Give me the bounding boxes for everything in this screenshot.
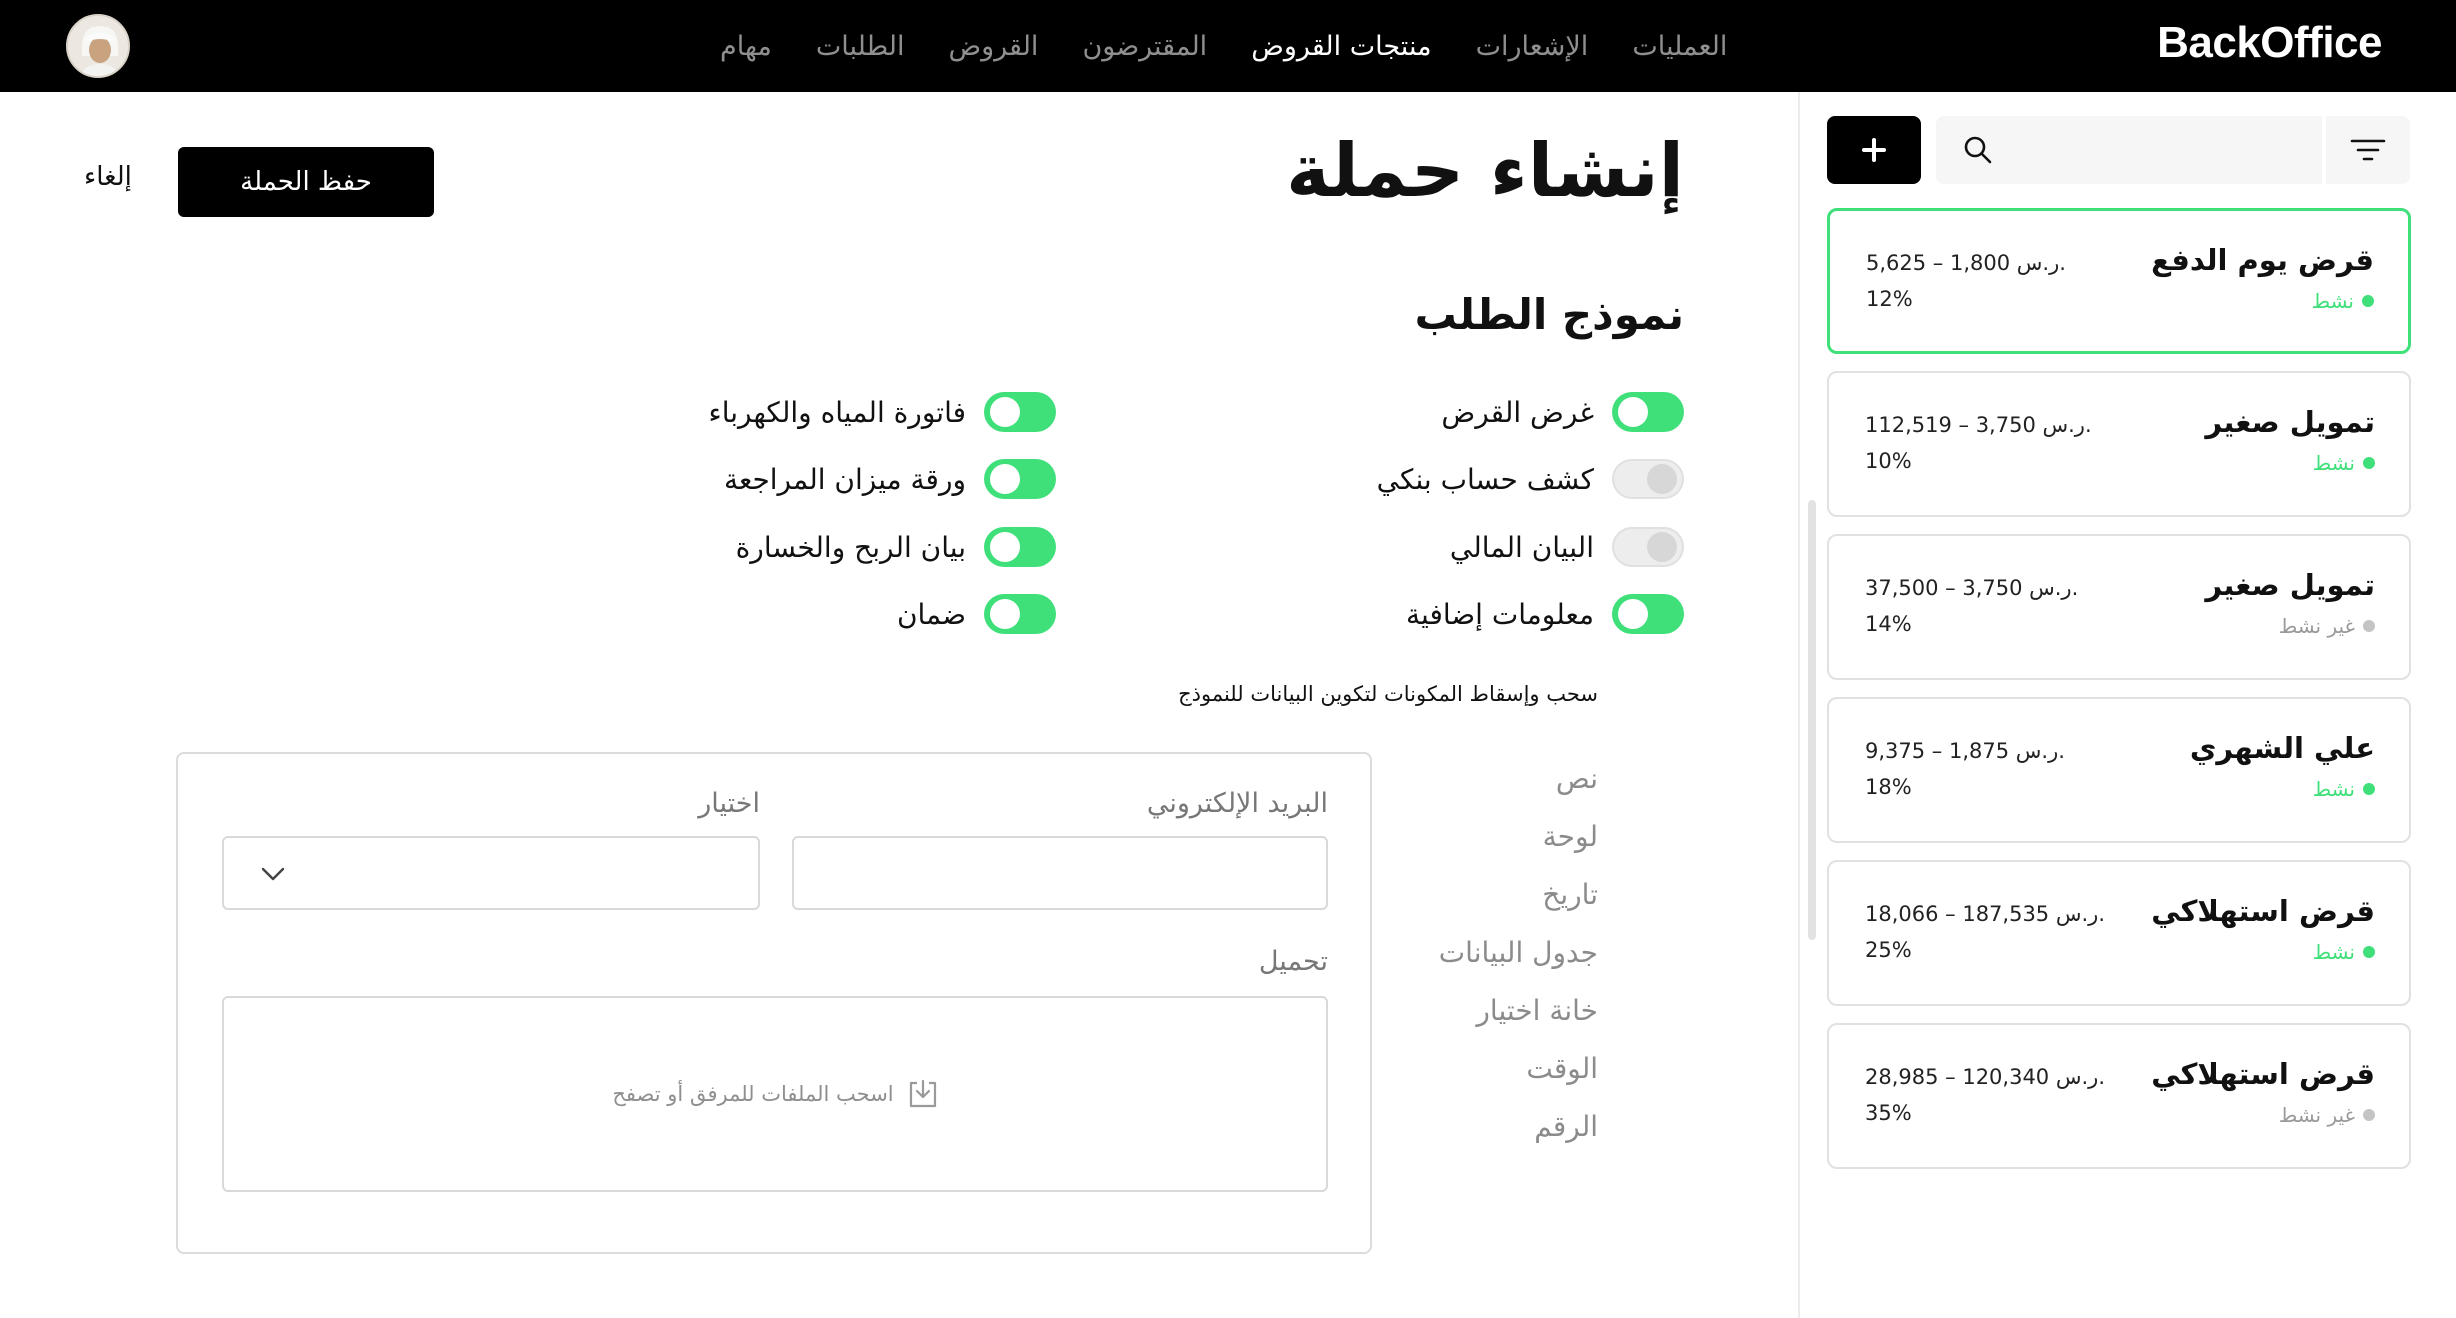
nav-item-loans[interactable]: القروض	[948, 30, 1039, 62]
card-amount-range: 112,519 – 3,750 ر.س.	[1865, 413, 2092, 437]
card-title: قرض استهلاكي	[2151, 1057, 2375, 1091]
status-dot	[2363, 457, 2375, 469]
card-status	[2279, 1103, 2375, 1127]
status-label: غير نشط	[2278, 1103, 2355, 1127]
toggle-row	[709, 392, 1056, 432]
main-nav	[720, 0, 1727, 92]
toggle-knob	[990, 397, 1020, 427]
top-bar	[0, 0, 2456, 92]
search-icon[interactable]	[1962, 134, 1994, 166]
product-card[interactable]	[1827, 208, 2411, 354]
toggle-row	[1441, 392, 1684, 432]
palette-item-data-table[interactable]: جدول البيانات	[1438, 936, 1598, 969]
status-label: نشط	[2312, 777, 2355, 801]
palette-item-date[interactable]: تاريخ	[1542, 878, 1598, 911]
select-field[interactable]	[222, 836, 760, 910]
toggle-label: ضمان	[896, 597, 966, 631]
search-box	[1936, 116, 2322, 184]
chevron-down-icon	[260, 864, 286, 884]
toggle-loan-purpose[interactable]	[1612, 392, 1684, 432]
toggle-label: غرض القرض	[1441, 395, 1594, 429]
form-builder-canvas[interactable]	[176, 752, 1372, 1254]
card-rate: 18%	[1865, 775, 1912, 799]
toggle-row	[1377, 459, 1684, 499]
product-card[interactable]	[1827, 1023, 2411, 1169]
save-campaign-button[interactable]: حفظ الحملة	[178, 147, 434, 217]
nav-item-operations[interactable]: العمليات	[1632, 30, 1728, 62]
upload-icon	[908, 1079, 938, 1109]
card-amount-range: 9,375 – 1,875 ر.س.	[1865, 739, 2065, 763]
toggle-guarantee[interactable]	[984, 594, 1056, 634]
status-dot	[2362, 295, 2374, 307]
page-title: إنشاء حملة	[1286, 128, 1684, 214]
card-amount-range: 18,066 – 187,535 ر.س.	[1865, 902, 2105, 926]
palette-item-text[interactable]: نص	[1555, 762, 1598, 795]
product-card[interactable]	[1827, 697, 2411, 843]
card-title: قرض استهلاكي	[2151, 894, 2375, 928]
card-amount-range: 5,625 – 1,800 ر.س.	[1866, 251, 2066, 275]
toggle-bank-statement[interactable]	[1612, 459, 1684, 499]
palette-item-checkbox[interactable]: خانة اختيار	[1476, 994, 1598, 1027]
toggle-row	[1450, 527, 1684, 567]
filter-icon	[2350, 137, 2386, 163]
card-status	[2279, 614, 2375, 638]
plus-icon	[1861, 137, 1887, 163]
toggle-label: فاتورة المياه والكهرباء	[708, 395, 966, 429]
add-product-button[interactable]	[1827, 116, 1921, 184]
card-title: قرض يوم الدفع	[2151, 243, 2374, 277]
section-title: نموذج الطلب	[1414, 290, 1684, 339]
nav-item-requests[interactable]: الطلبات	[815, 30, 905, 62]
nav-item-tasks[interactable]: مهام	[720, 30, 772, 62]
product-card[interactable]	[1827, 860, 2411, 1006]
email-field[interactable]	[792, 836, 1328, 910]
card-rate: 35%	[1865, 1101, 1912, 1125]
component-palette	[1439, 762, 1598, 1168]
toggle-label: كشف حساب بنكي	[1376, 462, 1594, 496]
filter-button[interactable]	[2326, 116, 2410, 184]
toggle-knob	[990, 464, 1020, 494]
avatar-image	[68, 16, 130, 78]
file-upload-dropzone[interactable]	[222, 996, 1328, 1192]
status-dot	[2363, 1109, 2375, 1121]
toggle-knob	[1647, 532, 1677, 562]
upload-field-label: تحميل	[1258, 946, 1328, 977]
cancel-link[interactable]: إلغاء	[84, 162, 132, 192]
toggle-knob	[1647, 464, 1677, 494]
card-title: تمويل صغير	[2205, 405, 2375, 439]
card-status	[2313, 940, 2375, 964]
toggle-trial-balance[interactable]	[984, 459, 1056, 499]
nav-item-borrowers[interactable]: المقترضون	[1082, 30, 1208, 62]
card-amount-range: 28,985 – 120,340 ر.س.	[1865, 1065, 2105, 1089]
toggle-utility-bill[interactable]	[984, 392, 1056, 432]
toggle-financial-statement[interactable]	[1612, 527, 1684, 567]
toggle-knob	[990, 599, 1020, 629]
product-card[interactable]	[1827, 534, 2411, 680]
nav-item-notifications[interactable]: الإشعارات	[1475, 30, 1589, 62]
status-dot	[2363, 946, 2375, 958]
palette-item-panel[interactable]: لوحة	[1542, 820, 1598, 853]
upload-hint: اسحب الملفات للمرفق أو تصفح	[612, 1082, 894, 1106]
card-title: تمويل صغير	[2205, 568, 2375, 602]
card-rate: 12%	[1866, 287, 1913, 311]
status-label: نشط	[2312, 451, 2355, 475]
toggle-label: معلومات إضافية	[1406, 597, 1594, 631]
palette-item-time[interactable]: الوقت	[1526, 1052, 1598, 1085]
toggle-row	[724, 459, 1056, 499]
toggle-row	[1406, 594, 1684, 634]
toggle-label: بيان الربح والخسارة	[735, 530, 966, 564]
search-input[interactable]	[2026, 116, 2306, 184]
card-rate: 25%	[1865, 938, 1912, 962]
toggle-additional-info[interactable]	[1612, 594, 1684, 634]
status-dot	[2363, 783, 2375, 795]
product-card[interactable]	[1827, 371, 2411, 517]
toggle-knob	[990, 532, 1020, 562]
card-title: علي الشهري	[2189, 731, 2375, 765]
drag-drop-hint: سحب وإسقاط المكونات لتكوين البيانات للنموذج	[1178, 682, 1598, 706]
toggle-label: ورقة ميزان المراجعة	[723, 462, 966, 496]
card-status	[2313, 777, 2375, 801]
email-field-label: البريد الإلكتروني	[1146, 788, 1328, 819]
toggle-row	[897, 594, 1056, 634]
user-avatar[interactable]	[66, 14, 130, 78]
card-status	[2313, 451, 2375, 475]
palette-item-number[interactable]: الرقم	[1534, 1110, 1598, 1143]
status-label: غير نشط	[2278, 614, 2355, 638]
toggle-knob	[1618, 397, 1648, 427]
brand-logo[interactable]: BackOffice	[2157, 18, 2382, 67]
toggle-profit-loss[interactable]	[984, 527, 1056, 567]
sidebar-scrollbar[interactable]	[1808, 500, 1816, 940]
card-rate: 10%	[1865, 449, 1912, 473]
toggle-row	[736, 527, 1056, 567]
card-amount-range: 37,500 – 3,750 ر.س.	[1865, 576, 2079, 600]
card-rate: 14%	[1865, 612, 1912, 636]
status-label: نشط	[2311, 289, 2354, 313]
status-label: نشط	[2312, 940, 2355, 964]
status-dot	[2363, 620, 2375, 632]
nav-item-loan-products[interactable]: منتجات القروض	[1251, 30, 1432, 62]
card-status	[2312, 289, 2374, 313]
toggle-label: البيان المالي	[1449, 530, 1594, 564]
select-field-label: اختيار	[698, 788, 760, 819]
toggle-knob	[1618, 599, 1648, 629]
